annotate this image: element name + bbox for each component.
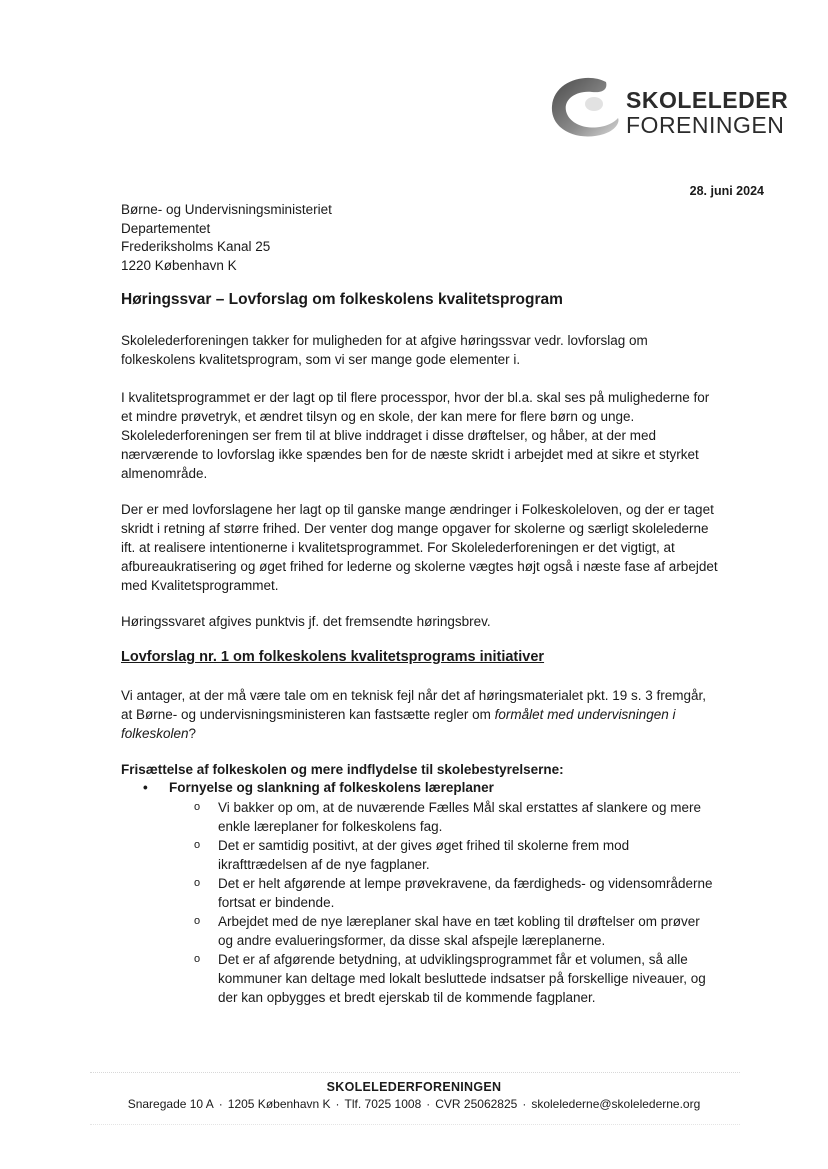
circle-bullet-icon: o xyxy=(194,915,201,927)
list-item-text: Det er helt afgørende at lempe prøvekravene, da færdigheds- og vidensområderne fortsat er bindende. xyxy=(218,876,713,910)
bullet-text: Fornyelse og slankning af folkeskolens læreplaner xyxy=(169,780,494,795)
logo-text-line2: FORENINGEN xyxy=(626,112,785,138)
circle-bullet-icon: o xyxy=(194,953,201,965)
address-line: 1220 København K xyxy=(121,257,237,273)
footer-city: 1205 København K xyxy=(227,1097,331,1111)
list-item-text: Vi bakker op om, at de nuværende Fælles Mål skal erstattes af slankere og mere enkle læreplaner for folkeskolens fag. xyxy=(218,800,701,834)
paragraph-intro: Skolelederforeningen takker for muligheden for at afgive høringssvar vedr. lovforslag om folkeskolens kvalitetsprogram, som vi ser mange gode elementer i. xyxy=(121,333,648,367)
footer-contact-line xyxy=(0,1097,828,1111)
circle-bullet-icon: o xyxy=(194,839,201,851)
list-item-text: Det er af afgørende betydning, at udviklingsprogrammet får et volumen, så alle kommuner kan deltage med lokalt besluttede indsatser på forskellige niveauer, og der kan opbygges et bredt ejerskab til de kommende fagplaner. xyxy=(218,952,706,1005)
letter-date: 28. juni 2024 xyxy=(689,184,764,198)
intro-end: ? xyxy=(188,726,197,741)
bullet-item xyxy=(143,780,494,795)
footer-separator: · xyxy=(335,1097,340,1111)
bullet-dot-icon: • xyxy=(143,780,148,795)
address-line: Børne- og Undervisningsministeriet xyxy=(121,202,332,217)
list-item-text: Arbejdet med de nye læreplaner skal have en tæt kobling til drøftelser om prøver og andre evalueringsformer, da disse skal afspejle læreplanerne. xyxy=(218,914,700,948)
list-item xyxy=(194,798,714,836)
footer-email[interactable]: skolelederne@skolelederne.org xyxy=(531,1097,701,1111)
paragraph-technical-error xyxy=(121,686,721,743)
footer-address: Snaregade 10 A xyxy=(127,1097,214,1111)
footer-separator: · xyxy=(522,1097,527,1111)
paragraph-processpor: I kvalitetsprogrammet er der lagt op til flere processpor, hvor der bl.a. skal ses på mulighederne for et mindre prøvetryk, et ændret tilsyn og en skole, der kan mere for flere børn og unge. Skolelederforeningen ser frem til at blive inddraget i disse drøftelser, og håber, at der med nærværende to lovforslag ikke spændes ben for de næste skridt i arbejdet med at sikre et styrket almenområde. xyxy=(121,390,710,481)
footer-cvr: CVR 25062825 xyxy=(435,1097,518,1111)
footer-divider-bottom xyxy=(90,1124,740,1125)
list-item xyxy=(194,950,714,1007)
address-line: Departementet xyxy=(121,220,211,236)
recipient-address xyxy=(121,201,332,275)
circle-bullet-icon: o xyxy=(194,877,201,889)
list-item xyxy=(194,874,714,912)
paragraph-pointwise: Høringssvaret afgives punktvis jf. det fremsendte høringsbrev. xyxy=(121,614,491,629)
footer-separator: · xyxy=(218,1097,223,1111)
list-item-text: Det er samtidig positivt, at der gives øget frihed til skolerne frem mod ikrafttrædelsen af de nye fagplaner. xyxy=(218,838,630,872)
logo-text-line1: SKOLELEDER xyxy=(626,87,789,113)
list-item xyxy=(194,912,714,950)
address-line: Frederiksholms Kanal 25 xyxy=(121,239,271,254)
footer-separator: · xyxy=(426,1097,431,1111)
list-item xyxy=(194,836,714,874)
logo xyxy=(548,72,789,144)
intro-italic: formålet med undervisningen i folkeskolen xyxy=(121,707,676,741)
subheading-frisaettelse: Frisættelse af folkeskolen og mere indflydelse til skolebestyrelserne: xyxy=(121,762,564,777)
footer-divider xyxy=(90,1072,740,1073)
circle-bullet-icon: o xyxy=(194,801,201,813)
sub-bullet-list xyxy=(194,798,714,1007)
document-title: Høringssvar – Lovforslag om folkeskolens kvalitetsprogram xyxy=(121,291,563,308)
footer-phone: Tlf. 7025 1008 xyxy=(344,1097,422,1111)
logo-swirl-icon xyxy=(548,72,624,144)
paragraph-changes: Der er med lovforslagene her lagt op til ganske mange ændringer i Folkeskoleloven, og der er taget skridt i retning af større frihed. Der venter dog mange opgaver for skolerne og særligt skolelederne ift. at realisere intentionerne i kvalitetsprogrammet. For Skolelederforeningen er det vigtigt, at afbureaukratisering og øget frihed for lederne og skolerne vægtes højt også i næste fase af arbejdet med Kvalitetsprogrammet. xyxy=(121,502,718,593)
intro-text: Vi antager, at der må være tale om en teknisk fejl når det af høringsmaterialet pkt. 19 s. 3 fremgår, at Børne- og undervisningsministeren kan fastsætte regler om xyxy=(121,688,707,722)
section-heading-lovforslag-1: Lovforslag nr. 1 om folkeskolens kvalitetsprograms initiativer xyxy=(121,649,545,665)
footer-organization: SKOLELEDERFORENINGEN xyxy=(326,1080,502,1094)
